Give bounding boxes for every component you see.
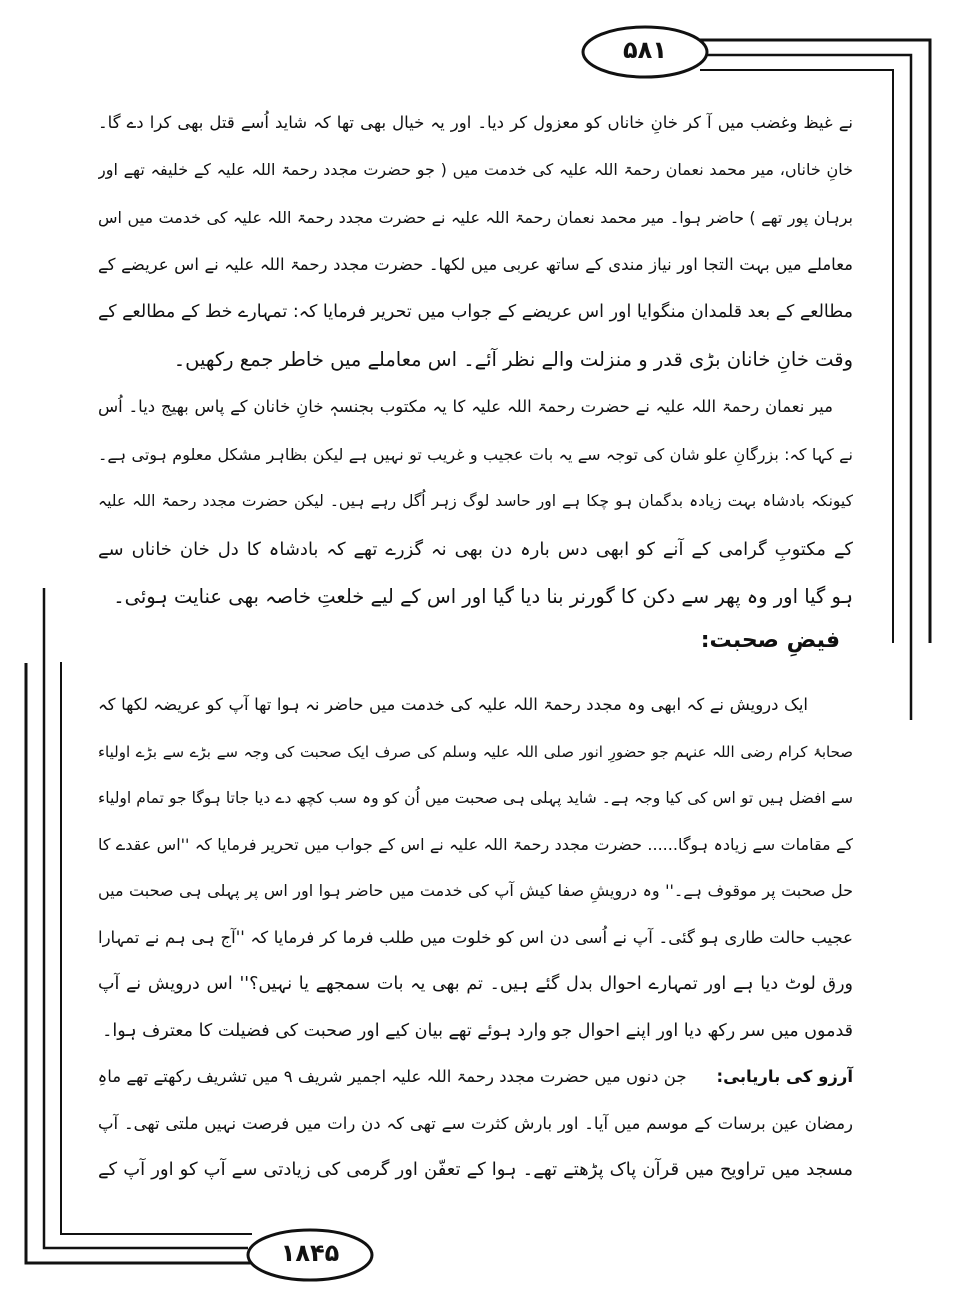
text-line: سے افضل ہیں تو اس کی کیا وجہ ہے۔ شاید پہلی ہی صحبت میں اُن کو وہ سب کچھ دے دیا جاتا ہوگا جو تمام اولیاء [98, 789, 853, 807]
section-heading-faiz-e-suhbat: فیضِ صحبت: [700, 628, 840, 653]
text-line: کے مکتوبِ گرامی کے آنے کو ابھی دس بارہ دن بھی نہ گزرے تھے کہ بادشاہ کا دل خان خاناں سے [98, 538, 853, 560]
text-line: برہان پور تھے ) حاضر ہوا۔ میر محمد نعمان رحمۃ اللہ علیہ نے حضرت مجدد رحمۃ اللہ علیہ کی خدمت میں اس [98, 207, 853, 227]
text-line: مطالعے کے بعد قلمدان منگوایا اور اس عریضے کے جواب میں تحریر فرمایا کہ: تمہارے خط کے مطالعے کے [98, 301, 853, 322]
text-line: قدموں میں سر رکھ دیا اور اپنے احوال جو وارد ہوئے تھے بیان کیے اور صحبت کی فضیلت کا معترف ہوا۔ [102, 1020, 853, 1041]
text-section-khan-khanan [98, 99, 853, 620]
text-section-faiz-e-suhbat [98, 682, 853, 1194]
text-line: نے غیظ وغضب میں آ کر خانِ خاناں کو معزول کر دیا۔ اور یہ خیال بھی تھا کہ شاید اُسے قتل بھی کرا دے گا۔ [98, 113, 853, 132]
text-line: کے مقامات سے زیادہ ہوگا...... حضرت مجدد رحمۃ اللہ علیہ نے اس کے جواب میں تحریر فرمایا کہ ''اس عقدے کا [98, 834, 853, 854]
text-line: رمضان عین برسات کے موسم میں آیا۔ اور بارش کثرت سے تھی کہ دن رات میں فرصت نہیں ملتی تھی۔ آپ [98, 1113, 853, 1133]
text-line: وقت خانِ خانان بڑی قدر و منزلت والے نظر آئے۔ اس معاملے میں خاطر جمع رکھیں۔ [173, 347, 853, 371]
text-line: صحابۂ کرام رضی اللہ عنہم جو حضورِ انور صلی اللہ علیہ وسلم کی صرف ایک صحبت کی وجہ سے بڑے سے بڑے اولیاء [98, 742, 853, 761]
text-line-arzoo [98, 1054, 853, 1101]
text-fragment: جن دنوں میں حضرت مجدد رحمۃ اللہ علیہ اجمیر شریف ۹ میں تشریف رکھتے تھے ماہِ [97, 1067, 687, 1086]
text-line: خانِ خاناں، میر محمد نعمان رحمۃ اللہ علیہ کی خدمت میں ( جو حضرت مجدد رحمۃ اللہ علیہ کے خلیفہ تھے اور [98, 160, 853, 180]
text-line: معاملے میں بہت التجا اور نیاز مندی کے ساتھ عربی میں لکھا۔ حضرت مجدد رحمۃ اللہ علیہ نے اس عریضے کے [98, 255, 853, 275]
text-line: ورق لوٹ دیا ہے اور تمہارے احوال بدل گئے ہیں۔ تم بھی یہ بات سمجھے یا نہیں؟'' اس درویش نے آپ [98, 974, 853, 994]
text-line: میر نعمان رحمۃ اللہ علیہ نے حضرت رحمۃ اللہ علیہ کا یہ مکتوب بجنسہٖ خانِ خانان کے پاس بھیج دیا۔ اُس [98, 397, 833, 417]
text-line: مسجد میں تراویح میں قرآن پاک پڑھتے تھے۔ ہوا کے تعفّن اور گرمی کی زیادتی سے آپ کو اور آپ کے [98, 1159, 853, 1180]
text-line: نے کہا کہ: بزرگانِ علو شان کی توجہ سے یہ بات عجیب و غریب تو نہیں ہے لیکن بظاہر مشکل معلوم ہوتی ہے۔ [98, 444, 853, 464]
inline-heading-arzoo-ki-baryabi: آرزو کی باریابی: [716, 1067, 853, 1086]
text-line: حل صحبت پر موقوف ہے۔'' وہ درویشِ صفا کیش آپ کی خدمت میں حاضر ہوا اور اس پر پہلی ہی صحبت میں [98, 881, 853, 900]
page-number-top: ۵۸۱ [623, 36, 667, 64]
text-line: ہو گیا اور وہ پھر سے دکن کا گورنر بنا دیا گیا اور اس کے لیے خلعتِ خاصہ بھی عنایت ہوئی۔ [113, 584, 853, 608]
text-line: ایک درویش نے کہ ابھی وہ مجدد رحمۃ اللہ علیہ کی خدمت میں حاضر نہ ہوا تھا آپ کو عریضہ لکھا کہ [98, 695, 808, 714]
text-line: کیونکہ بادشاہ بہت زیادہ بدگمان ہو چکا ہے اور حاسد لوگ زہر اُگل رہے ہیں۔ لیکن حضرت مجدد رحمۃ اللہ علیہ [98, 492, 853, 511]
page-number-bottom: ۱۸۴۵ [280, 1239, 340, 1267]
text-line: عجیب حالت طاری ہو گئی۔ آپ نے اُسی دن اس کو خلوت میں طلب فرما کر فرمایا کہ ''آج ہی ہم نے تمہارا [98, 927, 853, 947]
